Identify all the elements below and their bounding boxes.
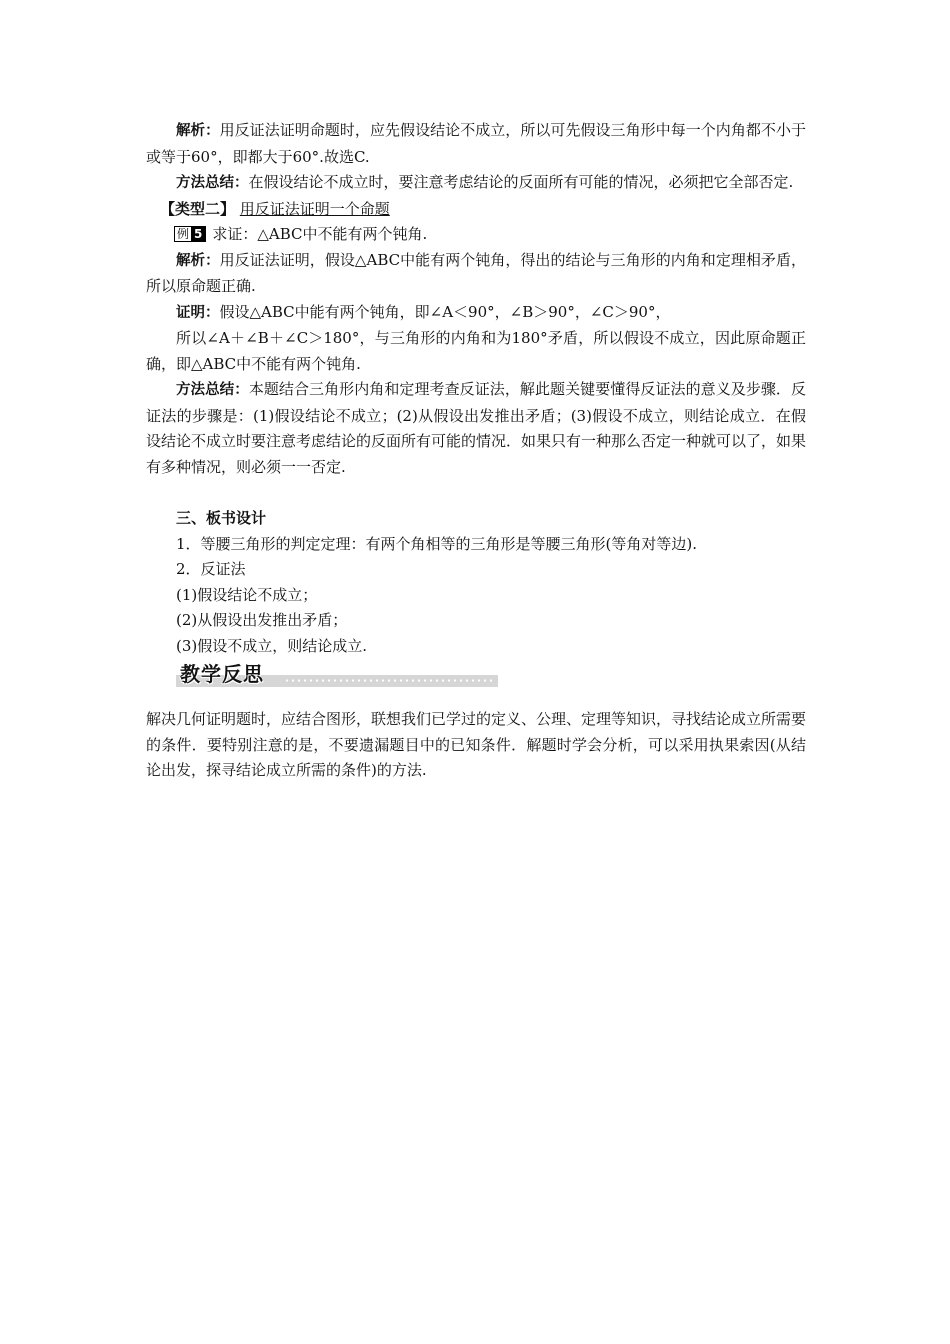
- example-badge-number: 5: [191, 227, 205, 241]
- type-two-label: 【类型二】: [160, 199, 236, 218]
- example-badge: [174, 226, 206, 242]
- analysis-text: 用反证法证明，假设△ABC中能有两个钝角，得出的结论与三角形的内角和定理相矛盾，所以原命题正确.: [146, 250, 807, 295]
- board-sub-item-2: (2)从假设出发推出矛盾；: [176, 611, 348, 629]
- proof-text-2: 所以∠A＋∠B＋∠C＞180°，与三角形的内角和为180°矛盾，所以假设不成立，因此原命题正确，即△ABC中不能有两个钝角.: [146, 329, 806, 373]
- method-summary-text: 在假设结论不成立时，要注意考虑结论的反面所有可能的情况，必须把它全部否定.: [248, 173, 794, 191]
- analysis-paragraph-2: [146, 248, 806, 300]
- board-sub-item-3: (3)假设不成立，则结论成立.: [176, 636, 368, 655]
- board-design-heading: 三、板书设计: [176, 509, 267, 527]
- banner-label: 教学反思: [180, 662, 264, 686]
- reflection-paragraph: 解决几何证明题时，应结合图形，联想我们已学过的定义、公理、定理等知识，寻找结论成立所需要的条件．要特别注意的是，不要遗漏题目中的已知条件．解题时学会分析，可以采用执果索因(从结论出发，探寻结论成立所需的条件)的方法.: [146, 710, 807, 779]
- analysis-text: 用反证法证明命题时，应先假设结论不成立，所以可先假设三角形中每一个内角都不小于或等于60°，即都大于60°.故选C.: [146, 121, 806, 166]
- document-body: [146, 118, 806, 784]
- method-summary-label: 方法总结：: [176, 175, 249, 191]
- proof-line-1: [146, 300, 806, 327]
- proof-label: 证明：: [176, 304, 220, 321]
- method-summary-text: 本题结合三角形内角和定理考查反证法，解此题关键要懂得反证法的意义及步骤．反证法的步骤是：(1)假设结论不成立；(2)从假设出发推出矛盾；(3)假设不成立，则结论成立．在假设结论不成立时要注意考虑结论的反面所有可能的情况．如果只有一种那么否定一种就可以了，如果有多种情况，则必须一一否定.: [146, 380, 807, 476]
- proof-line-2: [146, 326, 806, 377]
- example-5-text: 求证：△ABC中不能有两个钝角.: [212, 225, 428, 243]
- analysis-paragraph-1: [146, 118, 806, 170]
- banner-dots: [284, 679, 492, 682]
- analysis-label: 解析：: [176, 123, 220, 139]
- method-summary-label: 方法总结：: [176, 382, 249, 398]
- analysis-label: 解析：: [176, 252, 220, 269]
- board-item-1: 1．等腰三角形的判定定理：有两个角相等的三角形是等腰三角形(等角对等边).: [176, 534, 698, 553]
- proof-text-1: 假设△ABC中能有两个钝角，即∠A＜90°，∠B＞90°，∠C＞90°，: [219, 302, 671, 321]
- board-sub-item-1: (1)假设结论不成立；: [176, 585, 318, 604]
- method-summary-paragraph-2: [146, 377, 806, 480]
- example-5-paragraph: [146, 222, 806, 248]
- type-two-heading: [146, 197, 806, 223]
- spacer: [146, 480, 806, 506]
- type-two-title: 用反证法证明一个命题: [239, 199, 390, 218]
- board-design-title: [146, 506, 806, 532]
- example-badge-label: 例: [177, 227, 190, 241]
- board-item-2: 2．反证法: [176, 560, 246, 578]
- method-summary-paragraph-1: [146, 170, 806, 197]
- teaching-reflection-banner: [176, 661, 498, 689]
